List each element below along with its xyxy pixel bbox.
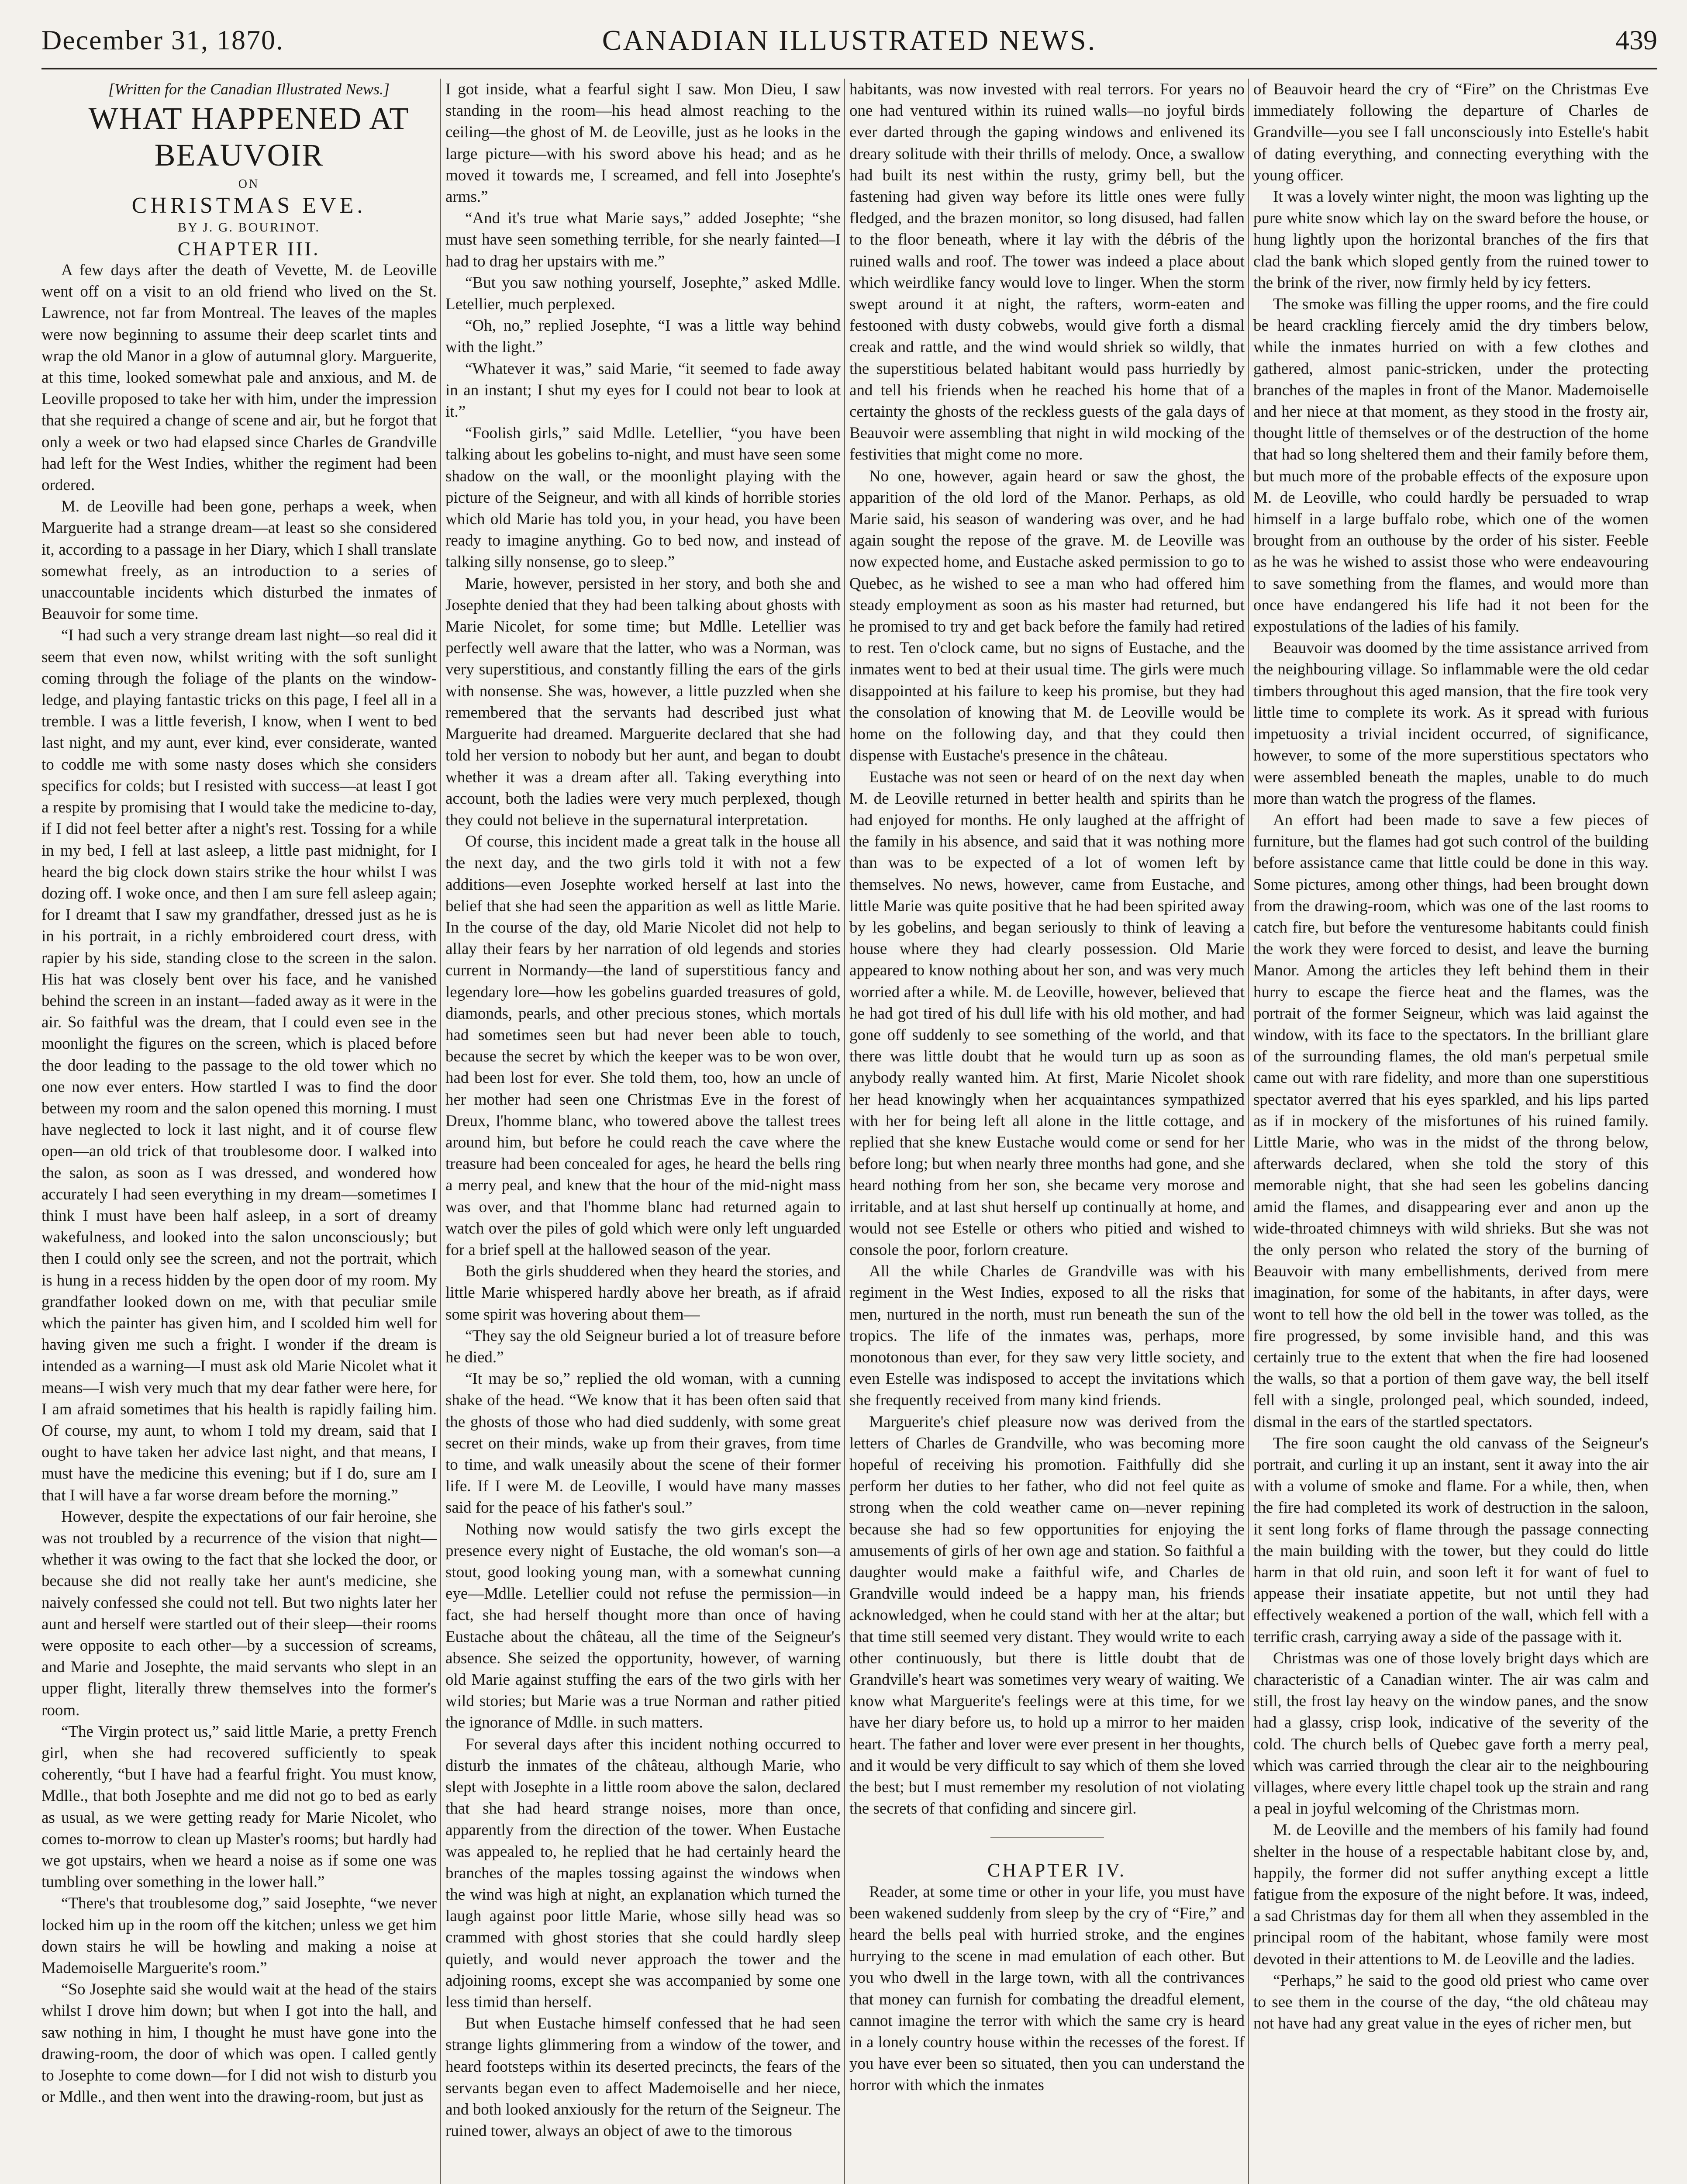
paragraph: An effort had been made to save a few pieces of furniture, but the flames had got such control of the building before assistance came that little could be done in this way. Some pictures, among other things, had been brought down from the drawing-room, which was one of the last rooms to catch fire, but before the venturesome habitants could finish the work they were forced to desist, and leave the burning Manor. Among the articles they left behind them in their hurry to escape the fierce heat and the flames, was the portrait of the former Seigneur, which was laid against the window, with its face to the spectators. In the brilliant glare of the surrounding flames, the old man's perpetual smile came out with rare fidelity, and more than one superstitious spectator averred that his eyes sparkled, and his lips parted as if in mockery of the misfortunes of his ruined family. Little Marie, who was in the midst of the throng below, afterwards declared, when she told the story of this memorable night, that she had seen les gobelins dancing amid the flames, and disappearing ever and anon up the wide-throated chimneys with wild shrieks. But she was not the only person who related the story of the burning of Beauvoir with many embellishments, derived from mere imagination, for some of the habitants, in after days, were wont to tell how the old bell in the tower was tolled, as the fire progressed, by some invisible hand, and this was certainly true to the extent that when the fire had loosened the walls, so that a portion of them gave way, the bell itself fell with a single, prolonged peal, which sounded, indeed, dismal in the ears of the startled spectators. <box>1253 811 1649 1431</box>
chapter-heading: CHAPTER III. <box>177 238 321 259</box>
column-divider <box>440 79 441 2184</box>
column-4 <box>1253 79 1649 2184</box>
paragraph: “Oh, no,” replied Josephte, “I was a little way behind with the light.” <box>445 317 841 356</box>
paragraph: Eustache was not seen or heard of on the next day when M. de Leoville returned in better health and spirits than he had enjoyed for months. He only laughed at the affright of the family in his absence, and said that it was nothing more than was to be expected of a lot of women left by themselves. No news, however, came from Eustache, and little Marie was quite positive that he had been spirited away by les gobelins, and began seriously to think of leaving a house where they had clearly possession. Old Marie appeared to know nothing about her son, and was very much worried after a while. M. de Leoville, however, believed that he had got tired of his dull life with his old mother, and had gone off suddenly to see something of the world, and that there was little doubt that he would turn up as soon as anybody really wanted him. At first, Marie Nicolet shook her head knowingly when her acquaintances sympathized with her for being left all alone in the little cottage, and replied that she knew Eustache would come or send for her before long; but when nearly three months had gone, and she heard nothing from her son, she became very morose and irritable, and at last shut herself up continually at home, and would not see Estelle or others who pitied and wished to console the poor, forlorn creature. <box>849 768 1245 1259</box>
paragraph: “And it's true what Marie says,” added Josephte; “she must have seen something terrible, for she nearly fainted—I had to drag her upstairs with me.” <box>445 209 841 270</box>
article-subtitle: CHRISTMAS EVE. <box>131 193 366 218</box>
paragraph: M. de Leoville had been gone, perhaps a week, when Marguerite had a strange dream—at least so she considered it, according to a passage in her Diary, which I shall translate somewhat freely, as an introduction to a series of unaccountable incidents which disturbed the inmates of Beauvoir for some time. <box>41 498 437 623</box>
paragraph: “So Josephte said she would wait at the head of the stairs whilst I drove him down; but when I got into the hall, and saw nothing in him, I thought he must have gone into the drawing-room, the door of which was open. I called gently to Josephte to come down—for I did not wish to disturb you or Mdlle., and then went into the drawing-room, but just as <box>41 1980 437 2106</box>
paragraph: Beauvoir was doomed by the time assistance arrived from the neighbouring village. So inflammable were the old cedar timbers throughout this aged mansion, that the fire took very little time to complete its work. As it spread with furious impetuosity a trivial incident occurred, of significance, however, to some of the more superstitious spectators who were assembled beneath the maples, unable to do much more than watch the progress of the flames. <box>1253 639 1649 808</box>
paragraph: Christmas was one of those lovely bright days which are characteristic of a Canadian winter. The air was calm and still, the frost lay heavy on the window panes, and the snow had a glassy, crisp look, indicative of the severity of the cold. The church bells of Quebec gave forth a merry peal, which was carried through the clear air to the neighbouring villages, where every little chapel took up the strain and rang a peal in joyful welcoming of the Christmas morn. <box>1253 1649 1649 1818</box>
issue-date: December 31, 1870. <box>41 24 284 55</box>
paragraph: “But you saw nothing yourself, Josephte,” asked Mdlle. Letellier, much perplexed. <box>445 273 841 314</box>
article-title-on: ON <box>238 177 260 191</box>
paragraph: Both the girls shuddered when they heard the stories, and little Marie whispered hardly above her breath, as if afraid some spirit was hovering about them— <box>445 1262 841 1324</box>
paragraph: It was a lovely winter night, the moon was lighting up the pure white snow which lay on the sward before the house, or hung lightly upon the horizontal branches of the firs that clad the bank which sloped gently from the ruined tower to the brink of the river, now firmly held by icy fetters. <box>1253 188 1649 292</box>
paragraph: “It may be so,” replied the old woman, with a cunning shake of the head. “We know that it has been often said that the ghosts of those who had died suddenly, with some great secret on their minds, wake up from their graves, from time to time, and walk uneasily about the scene of their former life. If I were M. de Leoville, I would have many masses said for the peace of his father's soul.” <box>445 1370 841 1517</box>
paragraph: “There's that troublesome dog,” said Josephte, “we never locked him up in the room off the kitchen; unless we get him down stairs he will be howling and making a noise at Mademoiselle Marguerite's room.” <box>41 1894 437 1977</box>
article-note: [Written for the Canadian Illustrated News.] <box>108 80 390 98</box>
paragraph: But when Eustache himself confessed that he had seen strange lights glimmering from a window of the tower, and heard footsteps within its deserted precincts, the fears of the servants began even to affect Mademoiselle and her niece, and both looked anxiously for the return of the Seigneur. The ruined tower, always an object of awe to the timorous <box>445 2015 841 2140</box>
paragraph: M. de Leoville and the members of his family had found shelter in the house of a respectable habitant close by, and, happily, the former did not suffer anything except a little fatigue from the exposure of the night before. It was, indeed, a sad Christmas day for them all when they assembled in the principal room of the habitant, whose family were most devoted in their attentions to M. de Leoville and the ladies. <box>1253 1821 1649 1968</box>
paragraph: “I had such a very strange dream last night—so real did it seem that even now, whilst writing with the soft sunlight coming through the foliage of the plants on the window-ledge, and playing fantastic tricks on this page, I feel all in a tremble. I was a little feverish, I know, when I went to bed last night, and my aunt, ever kind, ever considerate, wanted to coddle me with some nasty doses which she considers specifics for colds; but I resisted with success—at least I got a respite by promising that I would take the medicine to-day, if I did not feel better after a night's rest. Tossing for a while in my bed, I fell at last asleep, a little past midnight, for I heard the big clock down stairs strike the hour whilst I was dozing off. I woke once, and then I am sure fell asleep again; for I dreamt that I saw my grandfather, dressed just as he is in his portrait, in a richly embroidered court dress, with rapier by his side, standing close to the screen in the salon. His hat was closely bent over his face, and he vanished behind the screen in an instant—faded away as it were in the air. So faithful was the dream, that I could even see in the moonlight the figures on the screen, which is placed before the door leading to the passage to the old tower which no one now ever enters. How startled I was to find the door between my room and the salon opened this morning. I must have neglected to lock it last night, and it of course flew open—an old trick of that troublesome door. I walked into the salon, as soon as I was dressed, and wondered how accurately I had seen everything in my dream—sometimes I think I must have been half asleep, in a sort of dreamy wakefulness, and looked into the salon unconsciously; but then I could only see the screen, and not the portrait, which is hung in a recess hidden by the open door of my room. My grandfather looked down on me, with that peculiar smile which the painter has given him, and I scolded him well for having given me such a fright. I wonder if the dream is intended as a warning—I must ask old Marie Nicolet what it means—I wish very much that my dear father were here, for I am afraid sometimes that his health is rapidly failing him. Of course, my aunt, to whom I told my dream, said that I ought to have taken her advice last night, and that means, I must have the medicine this evening; but if I do, sure am I that I will have a far worse dream before the morning.” <box>41 626 437 1504</box>
paragraph: The smoke was filling the upper rooms, and the fire could be heard crackling fiercely amid the dry timbers below, while the inmates hurried on with a few clothes and gathered, almost panic-stricken, under the protecting branches of the maples in front of the Manor. Mademoiselle and her niece at that moment, as they stood in the frosty air, thought little of themselves or of the destruction of the home that had so long sheltered them and their family before them, but much more of the probable effects of the exposure upon M. de Leoville, who could hardly be persuaded to wrap himself in a large buffalo robe, which one of the women brought from an outhouse by the order of his sister. Feeble as he was he wished to assist those who were endeavouring to save something from the flames, and would more than once have endangered his life had it not been for the expostulations of the ladies of his family. <box>1253 295 1649 636</box>
article-byline: BY J. G. BOURINOT. <box>178 220 320 235</box>
article-title: WHAT HAPPENED AT BEAUVOIR <box>88 101 410 173</box>
paragraph: Nothing now would satisfy the two girls except the presence every night of Eustache, the old woman's son—a stout, good looking young man, with a somewhat cunning eye—Mdlle. Letellier could not refuse the permission—in fact, she had herself thought more than once of having Eustache about the château, all the time of the Seigneur's absence. She seized the opportunity, however, of warning old Marie against stuffing the ears of the two girls with her wild stories; but Marie was a true Norman and rather pitied the ignorance of Mdlle. in such matters. <box>445 1520 841 1732</box>
column-1 <box>41 79 437 2184</box>
section-divider <box>990 1837 1104 1838</box>
paragraph: I got inside, what a fearful sight I saw. Mon Dieu, I saw standing in the room—his head almost reaching to the ceiling—the ghost of M. de Leoville, just as he looks in the large picture—with his sword above his head; and as he moved it towards me, I screamed, and fell into Josephte's arms.” <box>445 80 841 206</box>
paragraph: “They say the old Seigneur buried a lot of treasure before he died.” <box>445 1327 841 1366</box>
paragraph: However, despite the expectations of our fair heroine, she was not troubled by a recurrence of the vision that night—whether it was owing to the fact that she locked the door, or because she did not really take her aunt's medicine, she naively confessed she could not tell. But two nights later her aunt and herself were startled out of their sleep—their rooms were opposite to each other—by a succession of screams, and Marie and Josephte, the maid servants who slept in an upper flight, literally threw themselves into the former's room. <box>41 1507 437 1719</box>
paragraph: A few days after the death of Vevette, M. de Leoville went off on a visit to an old friend who lived on the St. Lawrence, not far from Montreal. The leaves of the maples were now beginning to assume their deep scarlet tints and wrap the old Manor in a glow of autumnal glory. Marguerite, at this time, looked somewhat pale and anxious, and M. de Leoville proposed to take her with him, under the impression that she required a change of scene and air, but he forgot that only a week or two had elapsed since Charles de Grandville had left for the West Indies, whither the regiment had been ordered. <box>41 261 437 494</box>
column-divider <box>1248 79 1249 2184</box>
chapter-heading: CHAPTER IV. <box>987 1859 1127 1881</box>
paragraph: For several days after this incident nothing occurred to disturb the inmates of the château, although Marie, who slept with Josephte in a little room above the salon, declared that she had heard strange noises, more than once, apparently from the direction of the tower. When Eustache was appealed to, he replied that he had certainly heard the branches of the maples tossing against the windows when the wind was high at night, an explanation which turned the laugh against poor little Marie, whose silly head was so crammed with ghost stories that she could hardly sleep quietly, and would never approach the tower and the adjoining rooms, except she was accompanied by some one less timid than herself. <box>445 1735 841 2011</box>
paragraph: The fire soon caught the old canvass of the Seigneur's portrait, and curling it up an instant, sent it away into the air with a volume of smoke and flame. For a while, then, when the fire had completed its work of destruction in the saloon, it sent long forks of flame through the passage connecting the main building with the tower, but they could do little harm in that old ruin, and soon left it for want of fuel to appease their insatiate appetite, but not until they had effectively weakened a portion of the wall, which fell with a terrific crash, carrying away a side of the passage with it. <box>1253 1434 1649 1646</box>
column-divider <box>844 79 845 2184</box>
paragraph: Marguerite's chief pleasure now was derived from the letters of Charles de Grandville, who was becoming more hopeful of receiving his promotion. Faithfully did she perform her duties to her father, who did not feel quite as strong when the cold weather came on—never repining because she had so few opportunities for enjoying the amusements of girls of her own age and station. So faithful a daughter would make a faithful wife, and Charles de Grandville would indeed be a happy man, his friends acknowledged, when he could stand with her at the altar; but that time still seemed very distant. They would write to each other continuously, but there is little doubt that de Grandville's heart was sometimes very weary of waiting. We know what Marguerite's feelings were at this time, for we have her diary before us, to hold up a mirror to her maiden heart. The father and lover were ever present in her thoughts, and it would be very difficult to say which of them she loved the best; but I must remember my resolution of not violating the secrets of that confiding and sincere girl. <box>849 1413 1245 1818</box>
paragraph: Reader, at some time or other in your life, you must have been wakened suddenly from sleep by the cry of “Fire,” and heard the bells peal with hurried stroke, and the engines hurrying to the scene in mad emulation of each other. But you who dwell in the large town, with all the contrivances that money can furnish for combating the dreadful element, cannot imagine the terror with which the same cry is heard in a lonely country house within the recesses of the forest. If you have ever been so situated, then you can understand the horror with which the inmates <box>849 1883 1245 2094</box>
paragraph: “Foolish girls,” said Mdlle. Letellier, “you have been talking about les gobelins to-night, and must have seen some shadow on the wall, or the moonlight playing with the picture of the Seigneur, and with all kinds of horrible stories which old Marie has told you, in your head, you have been ready to imagine anything. Go to bed now, and instead of talking silly nonsense, go to sleep.” <box>445 424 841 571</box>
paragraph: Marie, however, persisted in her story, and both she and Josephte denied that they had been talking about ghosts with Marie Nicolet, for some time; but Mdlle. Letellier was perfectly well aware that the latter, who was a Norman, was very superstitious, and constantly filling the ears of the girls with nonsense. She was, however, a little puzzled when she remembered that the servants had described just what Marguerite had dreamed. Marguerite declared that she had told her version to nobody but her aunt, and began to doubt whether it was a dream after all. Taking everything into account, both the ladies were very much perplexed, though they could not believe in the supernatural interpretation. <box>445 574 841 829</box>
page-number: 439 <box>1615 24 1657 55</box>
paragraph: of Beauvoir heard the cry of “Fire” on the Christmas Eve immediately following the departure of Charles de Grandville—you see I fall unconsciously into Estelle's habit of dating everything, and connecting everything with the young officer. <box>1253 80 1649 184</box>
column-3 <box>849 79 1245 2184</box>
newspaper-title: CANADIAN ILLUSTRATED NEWS. <box>602 24 1097 56</box>
paragraph: habitants, was now invested with real terrors. For years no one had ventured within its ruined walls—no joyful birds ever darted through the gaping windows and enlivened its dreary solitude with their thrills of melody. Once, a swallow had built its nest within the rusty, grimy bell, but the fastening had given way before its little ones were fully fledged, and the brazen monitor, so long disused, had fallen to the floor beneath, where it lay with the débris of the ruined walls and roof. The tower was indeed a place about which weirdlike fancy would love to linger. When the storm swept around it at night, the rafters, worm-eaten and festooned with dusty cobwebs, would give forth a dismal creak and rattle, and the wind would shriek so wildly, that the superstitious belated habitant would pass hurriedly by and tell his friends when he reached his home that of a certainty the ghosts of the reckless guests of the gala days of Beauvoir were assembling that night in wild mocking of the festivities that might come no more. <box>849 80 1245 464</box>
paragraph: “Perhaps,” he said to the good old priest who came over to see them in the course of the day, “the old château may not have had any great value in the eyes of richer men, but <box>1253 1971 1649 2033</box>
paragraph: Of course, this incident made a great talk in the house all the next day, and the two girls told it with not a few additions—even Josephte worked herself at last into the belief that she had seen the apparition as well as little Marie. In the course of the day, old Marie Nicolet did not help to allay their fears by her narration of old legends and stories current in Normandy—the land of superstitious fancy and legendary lore—how les gobelins guarded treasures of gold, diamonds, pearls, and other precious stones, which mortals had sometimes seen but had never been able to touch, because the secret by which the keeper was to be won over, had been lost for ever. She told them, too, how an uncle of her mother had seen one Christmas Eve in the forest of Dreux, l'homme blanc, who towered above the tallest trees around him, but before he could reach the cave where the treasure had been concealed for ages, he heard the bells ring a merry peal, and knew that the hour of the mid-night mass was over, and that l'homme blanc had returned again to watch over the piles of gold which were only left unguarded for a brief spell at the hallowed season of the year. <box>445 833 841 1259</box>
paragraph: All the while Charles de Grandville was with his regiment in the West Indies, exposed to all the risks that men, nurtured in the north, must run beneath the sun of the tropics. The life of the inmates was, perhaps, more monotonous than ever, for they saw very little society, and even Estelle was indisposed to accept the invitations which she frequently received from many kind friends. <box>849 1262 1245 1410</box>
column-2 <box>445 79 841 2184</box>
page-header <box>41 15 1657 69</box>
paragraph: “The Virgin protect us,” said little Marie, a pretty French girl, when she had recovered sufficiently to speak coherently, “but I have had a fearful fright. You must know, Mdlle., that both Josephte and me did not go to bed as early as usual, as we were getting ready for Marie Nicolet, who comes to-morrow to clean up Master's rooms; but hardly had we got upstairs, when we heard a noise as if some one was tumbling over something in the lower hall.” <box>41 1722 437 1891</box>
paragraph: No one, however, again heard or saw the ghost, the apparition of the old lord of the Manor. Perhaps, as old Marie said, his season of wandering was over, and he had again sought the repose of the grave. M. de Leoville was now expected home, and Eustache asked permission to go to Quebec, as he wished to see a man who had offered him steady employment as soon as his master had returned, but he promised to try and get back before the family had retired to rest. Ten o'clock came, but no signs of Eustache, and the inmates went to bed at their usual time. The girls were much disappointed at his failure to keep his promise, but they had the consolation of knowing that M. de Leoville would be home on the following day, and that they could then dispense with Eustache's presence in the château. <box>849 467 1245 765</box>
paragraph: “Whatever it was,” said Marie, “it seemed to fade away in an instant; I shut my eyes for I could not bear to look at it.” <box>445 359 841 421</box>
